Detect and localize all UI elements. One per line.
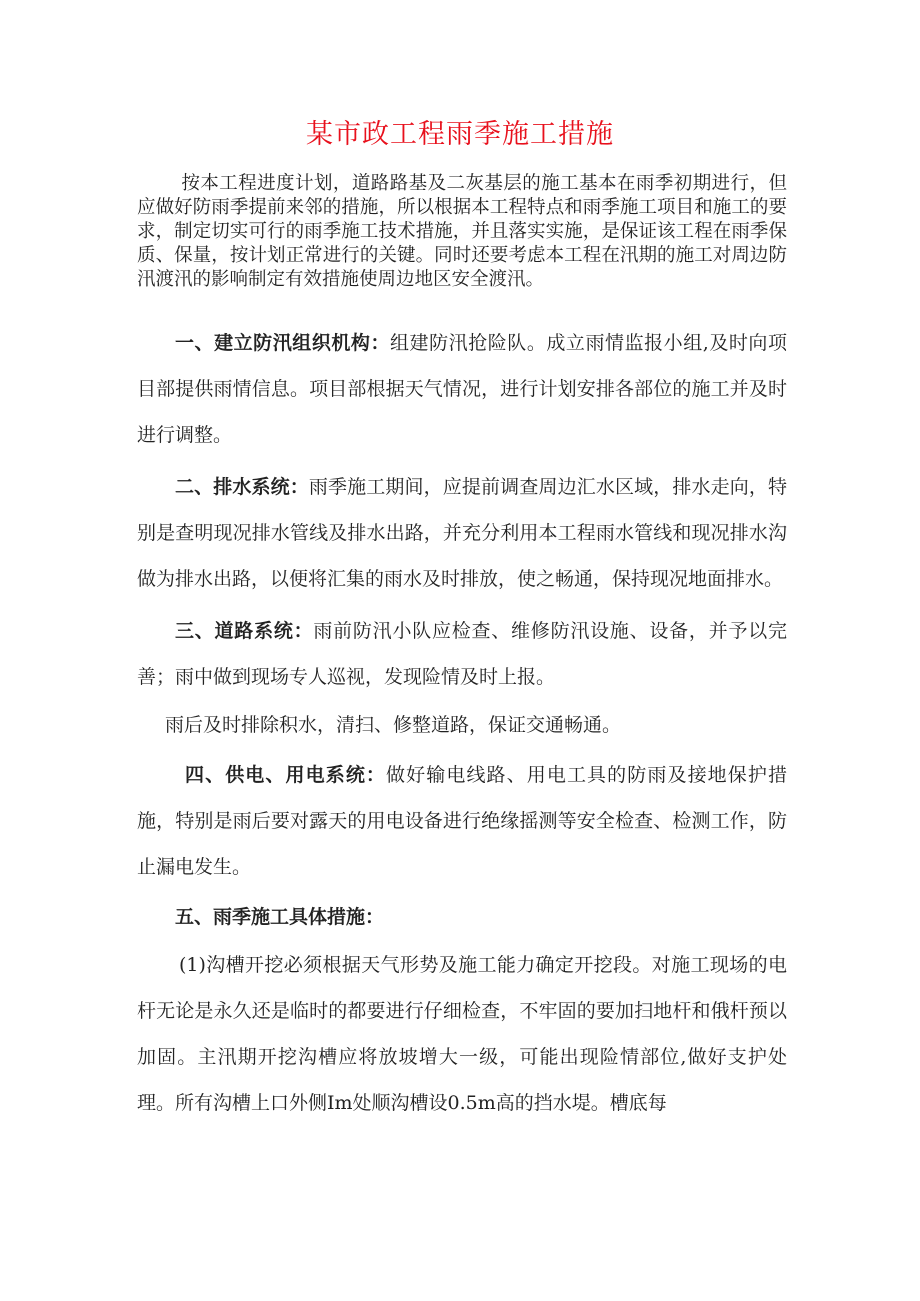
document-title: 某市政工程雨季施工措施 [306,119,614,150]
intro-text: 按本工程进度计划，道路路基及二灰基层的施工基本在雨季初期进行，但应做好防雨季提前来邻的措施，所以根据本工程特点和雨季施工项目和施工的要求，制定切实可行的雨季施工技术措施，并且落实实施，是保证该工程在雨季保质、保量，按计划正常进行的关键。同时还要考虑本工程在汛期的施工对周边防汛渡汛的影响制定有效措施使周边地区安全渡汛。 [137,173,787,290]
section-5-item-1 [137,942,787,1126]
section-1-heading: 一、建立防汛组织机构： [175,332,391,354]
section-4 [137,752,787,890]
section-2-heading: 二、排水系统： [175,476,309,498]
document-body [137,320,787,1126]
section-3-heading: 三、道路系统： [175,620,314,642]
section-3-note [137,702,787,748]
section-3 [137,608,787,700]
section-3-note-text: 雨后及时排除积水，清扫、修整道路，保证交通畅通。 [165,714,622,736]
section-4-text: 做好输电线路、用电工具的防雨及接地保护措施，特别是雨后要对露天的用电设备进行绝缘摇测等安全检查、检测工作，防止漏电发生。 [137,764,787,878]
section-3-text: 雨前防汛小队应检查、维修防汛设施、设备，并予以完善；雨中做到现场专人巡视，发现险情及时上报。 [137,620,787,688]
intro-paragraph [137,172,787,292]
section-2-text: 雨季施工期间，应提前调查周边汇水区域，排水走向，特别是查明现况排水管线及排水出路，并充分利用本工程雨水管线和现况排水沟做为排水出路，以便将汇集的雨水及时排放，使之畅通，保持现况地面排水。 [137,476,787,590]
section-1 [137,320,787,458]
section-1-text: 组建防汛抢险队。成立雨情监报小组,及时向项目部提供雨情信息。项目部根据天气情况，进行计划安排各部位的施工并及时进行调整。 [137,332,787,446]
section-4-heading: 四、供电、用电系统： [185,764,387,786]
section-5-item-1-text: (1)沟槽开挖必须根据天气形势及施工能力确定开挖段。对施工现场的电杆无论是永久还是临时的都要进行仔细检查，不牢固的要加扫地杆和俄杆预以加固。主汛期开挖沟槽应将放坡增大一级，可能出现险情部位,做好支护处理。所有沟槽上口外侧Im处顺沟槽设0.5m高的挡水堤。槽底每 [137,954,787,1114]
section-2 [137,464,787,602]
section-5 [137,894,787,940]
section-5-heading: 五、雨季施工具体措施： [175,906,385,928]
